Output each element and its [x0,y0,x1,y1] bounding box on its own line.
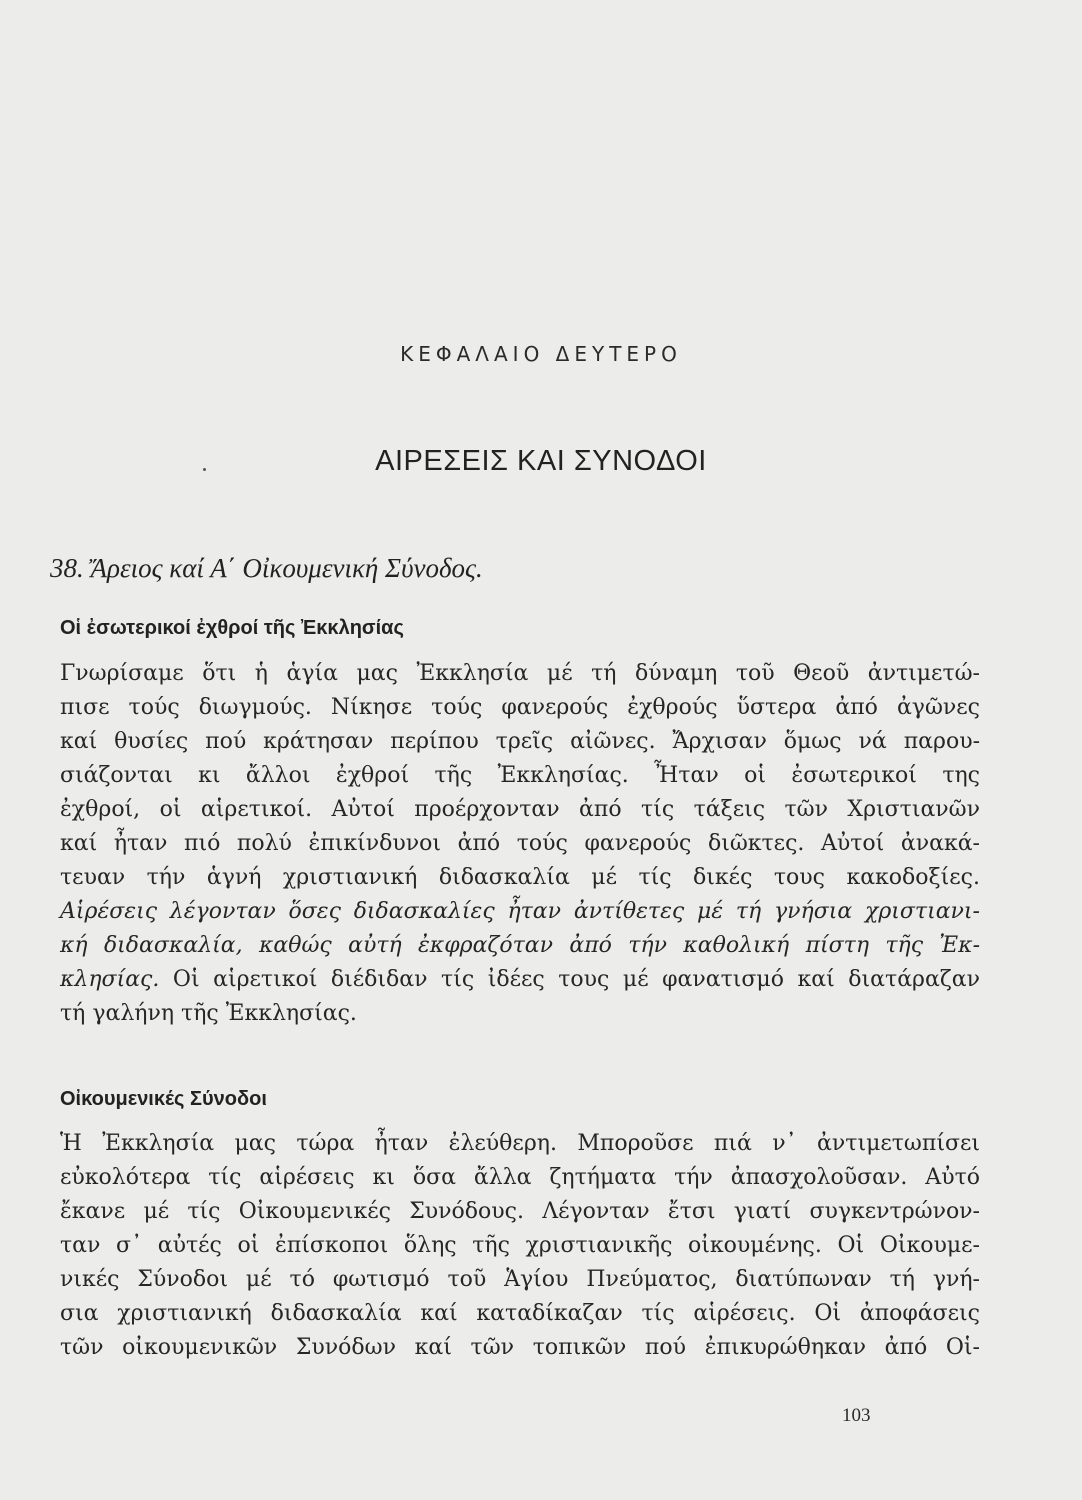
paragraph-ecumenical-councils [60,1127,980,1365]
text-line: ἔκανε μέ τίς Οἰκουμενικές Συνόδους. Λέγονταν ἔτσι γιατί συγκεντρώνον- [60,1199,980,1224]
text-fragment: Οἱ αἱρετικοί διέδιδαν τίς ἰδέες τους μέ φανατισμό καί διατάραζαν [159,967,980,992]
text-line: τῶν οἰκουμενικῶν Συνόδων καί τῶν τοπικῶν πού ἐπικυρώθηκαν ἀπό Οἱ- [60,1335,980,1360]
text-line: ἐχθροί, οἱ αἱρετικοί. Αὐτοί προέρχονταν ἀπό τίς τάξεις τῶν Χριστιανῶν [60,797,980,822]
text-line: νικές Σύνοδοι μέ τό φωτισμό τοῦ Ἁγίου Πνεύματος, διατύπωναν τή γνή- [60,1267,980,1292]
text-line: καί θυσίες πού κράτησαν περίπου τρεῖς αἰῶνες. Ἄρχισαν ὅμως νά παρου- [60,729,980,754]
text-line: πισε τούς διωγμούς. Νίκησε τούς φανερούς ἐχθρούς ὕστερα ἀπό ἀγῶνες [60,695,980,720]
text-line-mixed [60,963,980,997]
text-line: σιάζονται κι ἄλλοι ἐχθροί τῆς Ἐκκλησίας. Ἦταν οἱ ἐσωτερικοί της [60,763,980,788]
text-fragment-italic: κλησίας. [60,967,160,992]
text-line: τή γαλήνη τῆς Ἐκκλησίας. [60,1001,357,1026]
text-line-italic: Αἱρέσεις λέγονταν ὅσες διδασκαλίες ἦταν ἀντίθετες μέ τή γνήσια χριστιανι- [60,899,980,924]
text-line: Ἡ Ἐκκλησία μας τώρα ἦταν ἐλεύθερη. Μποροῦσε πιά ν᾿ ἀντιμετωπίσει [60,1131,980,1156]
text-line: καί ἦταν πιό πολύ ἐπικίνδυνοι ἀπό τούς φανερούς διῶκτες. Αὐτοί ἀνακά- [60,831,980,856]
text-line: σια χριστιανική διδασκαλία καί καταδίκαζαν τίς αἱρέσεις. Οἱ ἀποφάσεις [60,1301,980,1326]
text-line: εὐκολότερα τίς αἱρέσεις κι ὅσα ἄλλα ζητήματα τήν ἀπασχολοῦσαν. Αὐτό [60,1165,980,1190]
text-line: τευαν τήν ἁγνή χριστιανική διδασκαλία μέ τίς δικές τους κακοδοξίες. [60,865,980,890]
paragraph-internal-enemies [60,657,980,1031]
text-line-italic: κή διδασκαλία, καθώς αὐτή ἐκφραζόταν ἀπό τήν καθολική πίστη τῆς Ἐκ- [60,933,980,958]
chapter-title: ΑΙΡΕΣΕΙΣ ΚΑΙ ΣΥΝΟΔΟΙ [375,445,707,477]
page-number: 103 [842,1405,871,1426]
text-line: ταν σ᾿ αὐτές οἱ ἐπίσκοποι ὅλης τῆς χριστιανικῆς οἰκουμένης. Οἱ Οἰκουμε- [60,1233,980,1258]
text-line: Γνωρίσαμε ὅτι ἡ ἁγία μας Ἐκκλησία μέ τή δύναμη τοῦ Θεοῦ ἀντιμετώ- [60,661,980,686]
subsection-heading-ecumenical-councils: Οἰκουμενικές Σύνοδοι [60,1088,267,1110]
section-heading: 38. Ἄρειος καί Α΄ Οἰκουμενική Σύνοδος. [50,553,483,583]
subsection-heading-internal-enemies: Οἱ ἐσωτερικοί ἐχθροί τῆς Ἐκκλησίας [60,617,404,639]
chapter-label: ΚΕΦΑΛΑΙΟ ΔΕΥΤΕΡΟ [400,342,682,366]
